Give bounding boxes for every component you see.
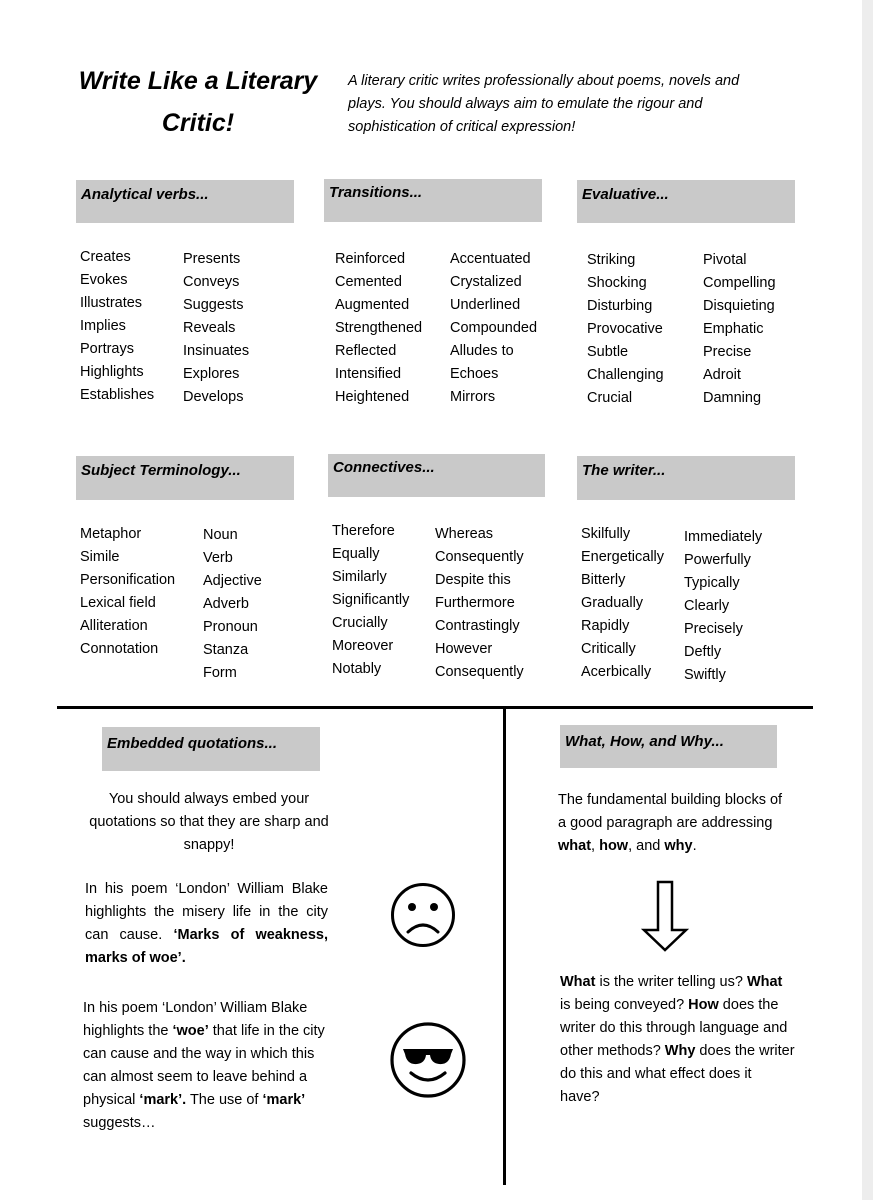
whwy-intro-text: The fundamental building blocks of a good paragraph are addressing <box>558 792 783 831</box>
word-item: Echoes <box>450 366 499 382</box>
word-item: Pronoun <box>203 619 258 635</box>
word-item: Striking <box>587 252 636 268</box>
word-item: Highlights <box>80 364 144 380</box>
word-item: Moreover <box>332 638 394 654</box>
word-item: Establishes <box>80 387 155 403</box>
heading-the-writer: The writer... <box>577 456 795 500</box>
word-item: Critically <box>581 641 636 657</box>
word-item: Mirrors <box>450 389 496 405</box>
word-item: Crucially <box>332 615 388 631</box>
word-item: Alliteration <box>80 618 148 634</box>
bad-example <box>85 878 328 970</box>
word-item: Portrays <box>80 341 134 357</box>
word-item: Adroit <box>703 367 741 383</box>
word-item: Conveys <box>183 274 240 290</box>
word-item: Explores <box>183 366 240 382</box>
word-item: Noun <box>203 527 238 543</box>
word-item: Disturbing <box>587 298 653 314</box>
word-item: Intensified <box>335 366 402 382</box>
word-item: Heightened <box>335 389 410 405</box>
whwy-intro <box>558 789 783 858</box>
word-item: Suggests <box>183 297 244 313</box>
word-item: Augmented <box>335 297 410 313</box>
q-text-4: does the writer do this and what effect does it have? <box>560 1043 795 1105</box>
good-example-text-2: that life in the city can cause and the way in which this can almost seem to leave behind a physical <box>83 1023 325 1108</box>
terminology-col2 <box>203 524 262 685</box>
word-item: Adverb <box>203 596 249 612</box>
good-example-quote-mark-2: ‘mark’ <box>262 1092 306 1108</box>
evaluative-col2 <box>703 249 776 410</box>
word-item: Lexical field <box>80 595 156 611</box>
word-item: Energetically <box>581 549 665 565</box>
word-item: Reveals <box>183 320 236 336</box>
word-item: Emphatic <box>703 321 764 337</box>
word-item: Rapidly <box>581 618 630 634</box>
word-item: Insinuates <box>183 343 250 359</box>
whwy-word-why: why <box>664 838 693 854</box>
word-item: Subtle <box>587 344 629 360</box>
down-arrow-icon <box>640 880 690 952</box>
word-item: Pivotal <box>703 252 747 268</box>
word-item: Contrastingly <box>435 618 520 634</box>
sad-face-icon <box>390 882 456 948</box>
intro-text: A literary critic writes professionally about poems, novels and plays. You should always aim to emulate the rigour and sophistication of critical expression! <box>348 73 740 135</box>
word-item: Whereas <box>435 526 494 542</box>
word-item: Challenging <box>587 367 664 383</box>
whwy-questions <box>560 971 795 1109</box>
word-item: Creates <box>80 249 131 265</box>
embedded-intro: You should always embed your quotations so that they are sharp and snappy! <box>89 791 329 853</box>
word-item: Accentuated <box>450 251 531 267</box>
whwy-sep-2: , and <box>628 838 665 854</box>
word-item: Powerfully <box>684 552 751 568</box>
word-item: Stanza <box>203 642 249 658</box>
word-item: Reinforced <box>335 251 406 267</box>
word-item: Significantly <box>332 592 410 608</box>
word-item: Illustrates <box>80 295 143 311</box>
word-item: Swiftly <box>684 667 726 683</box>
word-item: Precise <box>703 344 752 360</box>
evaluative-col1 <box>587 249 664 410</box>
word-item: Furthermore <box>435 595 515 611</box>
heading-what-how-why: What, How, and Why... <box>560 725 777 768</box>
good-example-text-4: suggests… <box>83 1115 156 1131</box>
analytical-verbs-col2 <box>183 248 249 409</box>
word-item: Compounded <box>450 320 538 336</box>
q-text-2: is being conveyed? <box>560 997 689 1013</box>
q-text-1: is the writer telling us? <box>595 974 747 990</box>
word-item: Reflected <box>335 343 397 359</box>
whwy-sep-1: , <box>591 838 600 854</box>
connectives-col2 <box>435 523 524 684</box>
word-item: Therefore <box>332 523 395 539</box>
word-item: Consequently <box>435 549 524 565</box>
connectives-col1 <box>332 520 409 681</box>
word-item: Notably <box>332 661 382 677</box>
word-item: Damning <box>703 390 762 406</box>
the-writer-col1 <box>581 523 664 684</box>
the-writer-col2 <box>684 526 762 687</box>
word-item: Gradually <box>581 595 644 611</box>
word-item: Skilfully <box>581 526 631 542</box>
whwy-word-how: how <box>599 838 629 854</box>
good-example-text-3: The use of <box>186 1092 263 1108</box>
word-item: Immediately <box>684 529 763 545</box>
bad-example-text: In his poem ‘London’ William Blake highlights the misery life in the city can cause. <box>85 881 328 943</box>
word-item: Provocative <box>587 321 663 337</box>
analytical-verbs-col1 <box>80 246 154 407</box>
word-item: Underlined <box>450 297 521 313</box>
terminology-col1 <box>80 523 175 661</box>
word-item: Deftly <box>684 644 722 660</box>
word-item: Crucial <box>587 390 633 406</box>
word-item: Simile <box>80 549 120 565</box>
word-item: Implies <box>80 318 126 334</box>
word-item: Compelling <box>703 275 776 291</box>
word-item: Form <box>203 665 237 681</box>
word-item: Typically <box>684 575 740 591</box>
whwy-end: . <box>692 838 697 854</box>
word-item: Despite this <box>435 572 511 588</box>
word-item: Cemented <box>335 274 402 290</box>
word-item: Acerbically <box>581 664 652 680</box>
word-item: Equally <box>332 546 380 562</box>
transitions-col2 <box>450 248 537 409</box>
heading-evaluative: Evaluative... <box>577 180 795 223</box>
word-item: Presents <box>183 251 241 267</box>
q-why: Why <box>664 1043 696 1059</box>
horizontal-divider <box>57 706 813 709</box>
transitions-col1 <box>335 248 422 409</box>
whwy-word-what: what <box>558 838 592 854</box>
word-item: Verb <box>203 550 233 566</box>
word-item: Connotation <box>80 641 159 657</box>
q-what-1: What <box>560 974 596 990</box>
sunglasses-face-icon <box>389 1021 467 1099</box>
heading-analytical-verbs: Analytical verbs... <box>76 180 294 223</box>
word-item: Develops <box>183 389 244 405</box>
vertical-divider <box>503 708 506 1185</box>
q-how: How <box>688 997 719 1013</box>
word-item: Crystalized <box>450 274 522 290</box>
good-example-quote-woe: ‘woe’ <box>172 1023 209 1039</box>
heading-connectives: Connectives... <box>328 454 545 497</box>
word-item: Similarly <box>332 569 387 585</box>
word-item: However <box>435 641 493 657</box>
page-title: Write Like a Literary Critic! <box>78 67 318 137</box>
word-item: Clearly <box>684 598 730 614</box>
heading-embedded-quotations: Embedded quotations... <box>102 727 320 771</box>
good-example-quote-mark: ‘mark’. <box>139 1092 187 1108</box>
word-item: Consequently <box>435 664 524 680</box>
word-item: Strengthened <box>335 320 423 336</box>
word-item: Metaphor <box>80 526 142 542</box>
heading-transitions: Transitions... <box>324 179 542 222</box>
word-item: Precisely <box>684 621 743 637</box>
good-example <box>83 997 339 1135</box>
word-item: Disquieting <box>703 298 775 314</box>
word-item: Adjective <box>203 573 262 589</box>
good-example-text: In his poem ‘London’ William Blake highlights the <box>83 1000 308 1039</box>
q-what-2: What <box>746 974 783 990</box>
q-text-3: does the writer do this through language and other methods? <box>560 997 788 1059</box>
word-item: Alludes to <box>450 343 514 359</box>
heading-subject-terminology: Subject Terminology... <box>76 456 294 500</box>
bad-example-quote: ‘Marks of weakness, marks of woe’. <box>85 927 328 966</box>
word-item: Bitterly <box>581 572 626 588</box>
word-item: Personification <box>80 572 176 588</box>
word-item: Shocking <box>587 275 647 291</box>
word-item: Evokes <box>80 272 128 288</box>
